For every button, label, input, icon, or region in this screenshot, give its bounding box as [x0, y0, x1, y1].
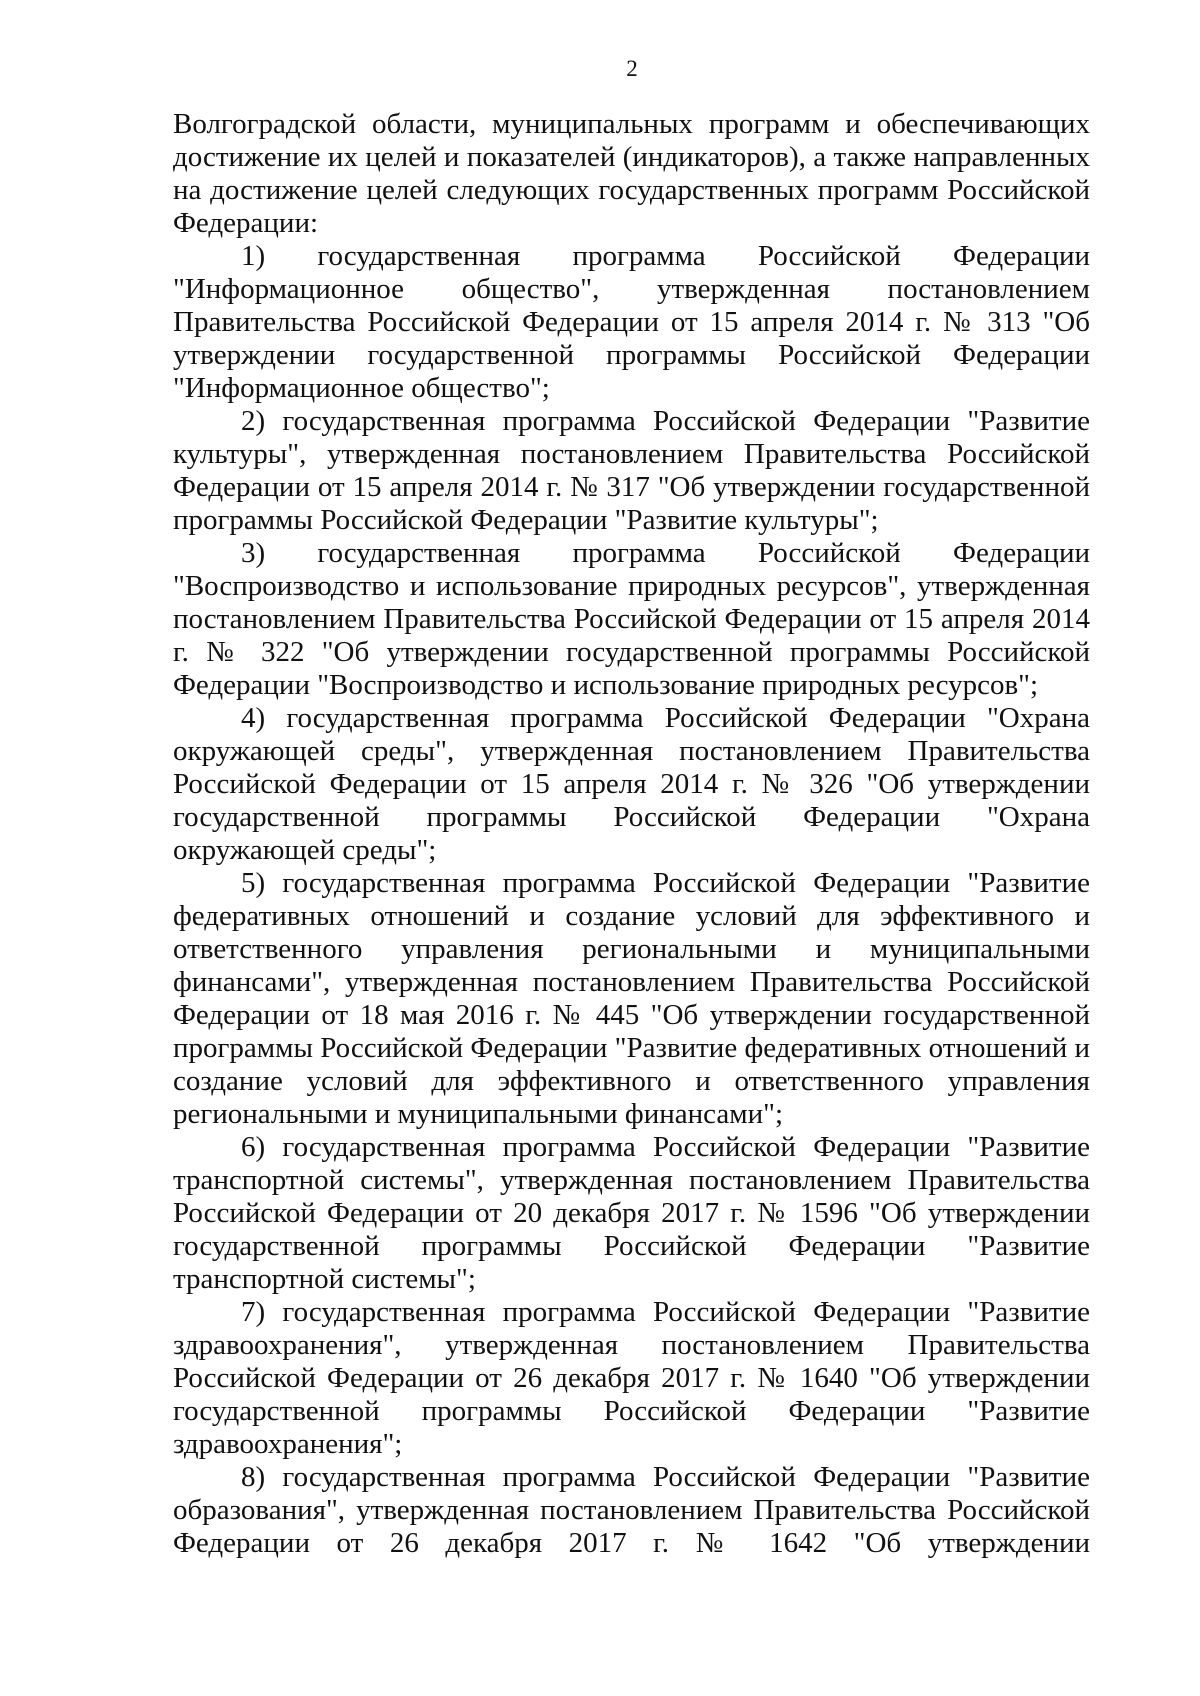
list-item-8: 8) государственная программа Российской Федерации "Развитие образования", утвержденная постановлением Правительства Российской Федерации от 26 декабря 2017 г. № 1642 "Об утверждении — [173, 1461, 1090, 1559]
list-item-6: 6) государственная программа Российской Федерации "Развитие транспортной системы", утвержденная постановлением Правительства Российской Федерации от 20 декабря 2017 г. № 1596 "Об утверждении государственной программы Российской Федерации "Развитие транспортной системы"; — [173, 1131, 1090, 1295]
list-item-2: 2) государственная программа Российской Федерации "Развитие культуры", утвержденная постановлением Правительства Российской Федерации от 15 апреля 2014 г. № 317 "Об утверждении государственной программы Российской Федерации "Развитие культуры"; — [173, 405, 1090, 536]
list-item-1: 1) государственная программа Российской Федерации "Информационное общество", утвержденная постановлением Правительства Российской Федерации от 15 апреля 2014 г. № 313 "Об утверждении государственной программы Российской Федерации "Информационное общество"; — [173, 240, 1090, 404]
list-item-7: 7) государственная программа Российской Федерации "Развитие здравоохранения", утвержденная постановлением Правительства Российской Федерации от 26 декабря 2017 г. № 1640 "Об утверждении государственной программы Российской Федерации "Развитие здравоохранения"; — [173, 1296, 1090, 1460]
list-item-5: 5) государственная программа Российской Федерации "Развитие федеративных отношений и создание условий для эффективного и ответственного управления региональными и муниципальными финансами", утвержденная постановлением Правительства Российской Федерации от 18 мая 2016 г. № 445 "Об утверждении государственной программы Российской Федерации "Развитие федеративных отношений и создание условий для эффективного и ответственного управления региональными и муниципальными финансами"; — [173, 867, 1090, 1130]
intro-paragraph: Волгоградской области, муниципальных программ и обеспечивающих достижение их целей и показателей (индикаторов), а также направленных на достижение целей следующих государственных программ Российской Федерации: — [173, 108, 1090, 239]
list-item-4: 4) государственная программа Российской Федерации "Охрана окружающей среды", утвержденная постановлением Правительства Российской Федерации от 15 апреля 2014 г. № 326 "Об утверждении государственной программы Российской Федерации "Охрана окружающей среды"; — [173, 702, 1090, 866]
document-body — [173, 108, 1090, 1560]
page-number: 2 — [626, 56, 638, 81]
list-item-3: 3) государственная программа Российской Федерации "Воспроизводство и использование природных ресурсов", утвержденная постановлением Правительства Российской Федерации от 15 апреля 2014 г. № 322 "Об утверждении государственной программы Российской Федерации "Воспроизводство и использование природных ресурсов"; — [173, 537, 1090, 701]
